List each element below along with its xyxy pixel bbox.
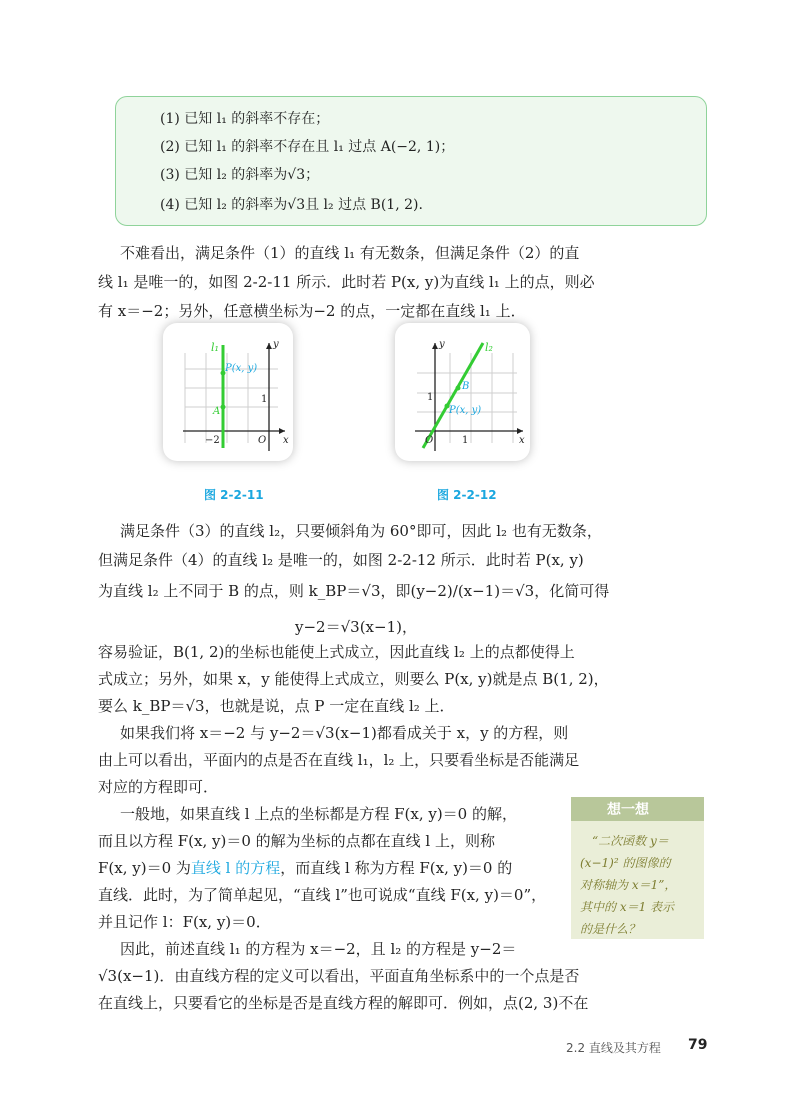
para5-line3-pre: F(x, y)＝0 为 [98,859,191,877]
page-number: 79 [688,1037,708,1053]
condition-3: (3) 已知 l₂ 的斜率为√3； [160,167,320,183]
figure-2-2-12 [395,323,530,461]
think-line-3: 对称轴为 x＝1”， [580,878,677,892]
para3-line1: 容易验证，B(1, 2)的坐标也能使上式成立，因此直线 l₂ 上的点都使得上 [98,643,575,661]
para5-line5: 并且记作 l：F(x, y)＝0． [98,913,271,931]
para4-line1: 如果我们将 x＝−2 与 y−2＝√3(x−1)都看成关于 x，y 的方程，则 [120,724,569,742]
y-axis-label: y [273,339,279,350]
think-box-title: 想一想 [607,802,649,818]
tick-x-neg2: −2 [205,435,220,446]
para1-line3: 有 x＝−2；另外，任意横坐标为−2 的点，一定都在直线 l₁ 上． [98,302,526,320]
para2-line1: 满足条件（3）的直线 l₂，只要倾斜角为 60°即可，因此 l₂ 也有无数条， [120,522,602,540]
para1-line1: 不难看出，满足条件（1）的直线 l₁ 有无数条，但满足条件（2）的直 [120,244,580,262]
tick-y-1: 1 [427,392,434,403]
figure-2-2-11-caption: 图 2-2-11 [204,488,264,502]
think-line-5: 的是什么？ [580,922,641,936]
origin-label: O [425,435,434,446]
condition-4: (4) 已知 l₂ 的斜率为√3且 l₂ 过点 B(1, 2). [160,197,423,213]
point-a-label: A [213,406,221,417]
para6-line2: √3(x−1)．由直线方程的定义可以看出，平面直角坐标系中的一个点是否 [98,967,580,985]
y-axis-label: y [439,339,445,350]
para2-line3: 为直线 l₂ 上不同于 B 的点，则 k_BP＝√3，即(y−2)/(x−1)＝√3，化简可得 [98,582,610,600]
figure-2-2-11-plot [163,323,293,461]
origin-label: O [258,435,267,446]
para3-line3: 要么 k_BP＝√3，也就是说，点 P 一定在直线 l₂ 上． [98,697,455,715]
think-line-4: 其中的 x＝1 表示 [580,900,675,914]
para2-line2: 但满足条件（4）的直线 l₂ 是唯一的，如图 2-2-12 所示．此时若 P(x, y) [98,551,584,569]
tick-y-1: 1 [261,394,268,405]
footer-section: 2.2 直线及其方程 [566,1041,661,1055]
condition-1: (1) 已知 l₁ 的斜率不存在； [160,111,330,127]
l1-label: l₁ [211,341,219,354]
para1-line2: 线 l₁ 是唯一的，如图 2-2-11 所示．此时若 P(x, y)为直线 l₁ 上的点，则必 [98,273,595,291]
equation: y−2＝√3(x−1)， [295,618,417,636]
condition-2: (2) 已知 l₁ 的斜率不存在且 l₁ 过点 A(−2, 1)； [160,139,455,155]
para6-line3: 在直线上，只要看它的坐标是否是直线方程的解即可．例如，点(2, 3)不在 [98,994,589,1012]
think-box-header [571,797,704,821]
para4-line2: 由上可以看出，平面内的点是否在直线 l₁，l₂ 上，只要看坐标是否能满足 [98,751,580,769]
para4-line3: 对应的方程即可． [98,778,219,796]
para5-line3-post: ，而直线 l 称为方程 F(x, y)＝0 的 [280,859,513,877]
point-p-label: P(x, y) [449,405,482,416]
think-line-2: (x−1)² 的图像的 [580,856,671,870]
x-axis-label: x [519,435,525,446]
x-axis-label: x [283,435,289,446]
figure-2-2-12-caption: 图 2-2-12 [437,488,497,502]
para6-line1: 因此，前述直线 l₁ 的方程为 x＝−2，且 l₂ 的方程是 y−2＝ [120,940,517,958]
figure-2-2-11 [163,323,293,461]
l2-label: l₂ [485,341,493,354]
figure-2-2-12-plot [395,323,530,461]
think-line-1: “二次函数 y＝ [592,834,669,848]
para5-line1: 一般地，如果直线 l 上点的坐标都是方程 F(x, y)＝0 的解， [120,805,517,823]
point-p-label: P(x, y) [225,363,258,374]
para5-line4: 直线．此时，为了简单起见，“直线 l”也可说成“直线 F(x, y)＝0”， [98,886,547,904]
defined-term: 直线 l 的方程 [190,859,281,877]
para3-line2: 式成立；另外，如果 x，y 能使得上式成立，则要么 P(x, y)就是点 B(1, 2)， [98,670,609,688]
tick-x-1: 1 [462,435,469,446]
para5-line2: 而且以方程 F(x, y)＝0 的解为坐标的点都在直线 l 上，则称 [98,832,495,850]
para5-line3 [98,857,512,878]
point-b-label: B [462,381,470,392]
